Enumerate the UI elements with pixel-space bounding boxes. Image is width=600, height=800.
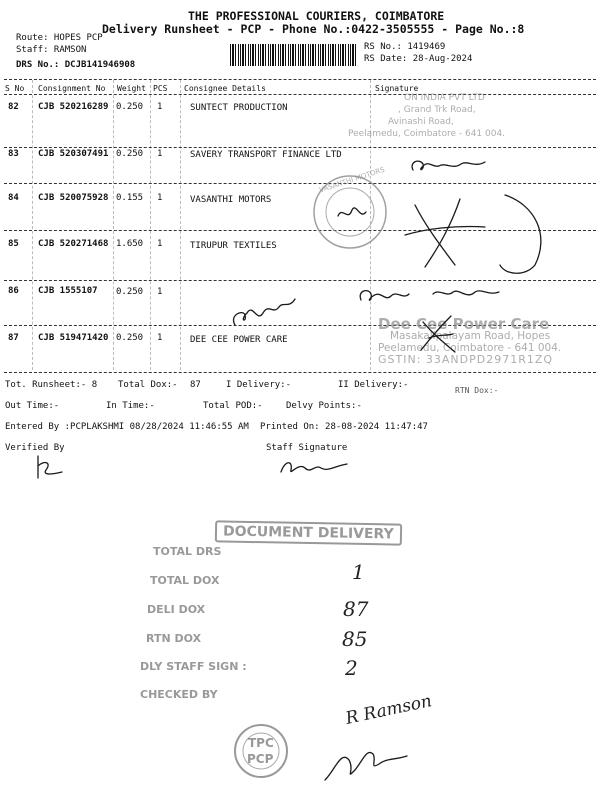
tpc-round-stamp (232, 722, 290, 780)
signature-row-87 (415, 312, 460, 357)
row-consignment: CJB 520271468 (38, 239, 109, 249)
col-separator (150, 80, 151, 370)
company-stamp (378, 315, 562, 366)
col-weight: Weight (117, 84, 146, 93)
divider (4, 147, 596, 148)
staff-name-signature: R Ramson (343, 691, 434, 729)
signature-row-84-85 (385, 185, 555, 285)
divider (4, 79, 596, 80)
checker-signature (315, 730, 415, 790)
summary-total-dox: TOTAL DOX (150, 574, 220, 587)
col-consignment: Consignment No (38, 84, 106, 93)
summary-deli-dox-value: 85 (342, 627, 368, 651)
company-stamp (348, 92, 505, 140)
row-sno: 85 (8, 239, 19, 249)
ii-delivery: II Delivery:- (338, 380, 409, 390)
row-consignee: SAVERY TRANSPORT FINANCE LTD (190, 150, 342, 160)
staff-signature (275, 454, 355, 480)
stamp-line: Peelamedu, Coimbatore - 641 004. (378, 342, 562, 354)
row-weight: 0.250 (116, 287, 144, 297)
row-weight: 0.250 (116, 149, 144, 159)
row-sno: 83 (8, 149, 19, 159)
row-consignee: VASANTHI MOTORS (190, 195, 272, 205)
col-separator (180, 80, 181, 370)
summary-total-dox-value: 87 (343, 597, 369, 621)
col-separator (32, 80, 33, 370)
row-weight: 0.250 (116, 333, 144, 343)
row-pcs: 1 (157, 102, 163, 112)
row-sno: 87 (8, 333, 19, 343)
col-sno: S No (5, 84, 25, 93)
row-consignee: SUNTECT PRODUCTION (190, 103, 288, 113)
stamp-line: Dee Cee Power Care (378, 315, 550, 333)
total-dox-label: Total Dox:- (118, 380, 178, 390)
row-weight: 0.155 (116, 193, 144, 203)
printed-on: Printed On: 28-08-2024 11:47:47 (260, 422, 428, 432)
col-pcs: PCS (153, 84, 168, 93)
rs-date: RS Date: 28-Aug-2024 (364, 54, 473, 64)
row-pcs: 1 (157, 239, 163, 249)
stamp-line: Masakalipalayam Road, Hopes (390, 330, 551, 342)
staff-signature-label: Staff Signature (266, 443, 348, 453)
summary-dly-staff-sign: DLY STAFF SIGN : (140, 660, 247, 673)
barcode-image (230, 44, 358, 66)
out-time: Out Time:- (5, 401, 60, 411)
company-name: THE PROFESSIONAL COURIERS, COIMBATORE (188, 9, 445, 23)
signature-row-86-b (355, 284, 505, 310)
round-stamp-text: VASANTHI MOTORS (318, 165, 386, 195)
stamp-line: , Grand Trk Road, (398, 105, 476, 115)
stamp-line: ON INDIA PVT LTD (404, 93, 485, 103)
row-sno: 84 (8, 193, 19, 203)
row-consignee: DEE CEE POWER CARE (190, 335, 288, 345)
route-label: Route: HOPES PCP (16, 33, 103, 43)
stamp-line: GSTIN: 33ANDPD2971R1ZQ (378, 353, 554, 366)
total-pod: Total POD:- (203, 401, 263, 411)
col-consignee: Consignee Details (184, 84, 266, 93)
delvy-points: Delvy Points:- (286, 401, 362, 411)
divider (4, 94, 596, 95)
tpc-stamp-line2: PCP (247, 752, 274, 766)
drs-number: DRS No.: DCJB141946908 (16, 60, 136, 70)
row-consignment: CJB 1555107 (38, 286, 98, 296)
summary-rtn-dox-value: 2 (345, 656, 358, 680)
row-consignment: CJB 520075928 (38, 193, 109, 203)
verifier-signature (30, 452, 70, 482)
in-time: In Time:- (106, 401, 155, 411)
row-weight: 1.650 (116, 239, 144, 249)
summary-rtn-dox: RTN DOX (146, 632, 202, 645)
stamp-line: Avinashi Road, (388, 117, 454, 127)
stamp-line: Peelamedu, Coimbatore - 641 004. (348, 129, 506, 139)
divider (4, 372, 596, 373)
row-consignment: CJB 519471420 (38, 333, 109, 343)
row-pcs: 1 (157, 287, 163, 297)
row-weight: 0.250 (116, 102, 144, 112)
summary-checked-by: CHECKED BY (140, 688, 218, 701)
row-pcs: 1 (157, 149, 163, 159)
col-separator (113, 80, 114, 370)
document-delivery-stamp: DOCUMENT DELIVERY (215, 520, 402, 545)
rs-number: RS No.: 1419469 (364, 42, 446, 52)
total-runsheet: Tot. Runsheet:- 8 (5, 380, 98, 390)
staff-label: Staff: RAMSON (16, 45, 87, 55)
rtn-dox: RTN Dox:- (455, 386, 499, 395)
summary-deli-dox: DELI DOX (147, 603, 206, 616)
summary-total-drs: TOTAL DRS (153, 545, 222, 558)
row-consignment: CJB 520216289 (38, 102, 109, 112)
divider (4, 183, 596, 184)
row-sno: 82 (8, 102, 19, 112)
row-sno: 86 (8, 286, 19, 296)
i-delivery: I Delivery:- (226, 380, 292, 390)
row-pcs: 1 (157, 193, 163, 203)
row-consignee: TIRUPUR TEXTILES (190, 241, 277, 251)
signature-row-83 (405, 150, 495, 180)
row-consignment: CJB 520307491 (38, 149, 109, 159)
runsheet-title: Delivery Runsheet - PCP - Phone No.:0422-3505555 - Page No.:8 (102, 22, 525, 36)
col-signature: Signature (375, 84, 419, 93)
signature-row-86 (225, 285, 305, 335)
tpc-stamp-line1: TPC (248, 736, 274, 750)
entered-by: Entered By :PCPLAKSHMI 08/28/2024 11:46:55 AM (5, 422, 249, 432)
verified-by: Verified By (5, 443, 65, 453)
summary-total-drs-value: 1 (352, 560, 365, 584)
total-dox-value: 87 (190, 380, 201, 390)
row-pcs: 1 (157, 333, 163, 343)
